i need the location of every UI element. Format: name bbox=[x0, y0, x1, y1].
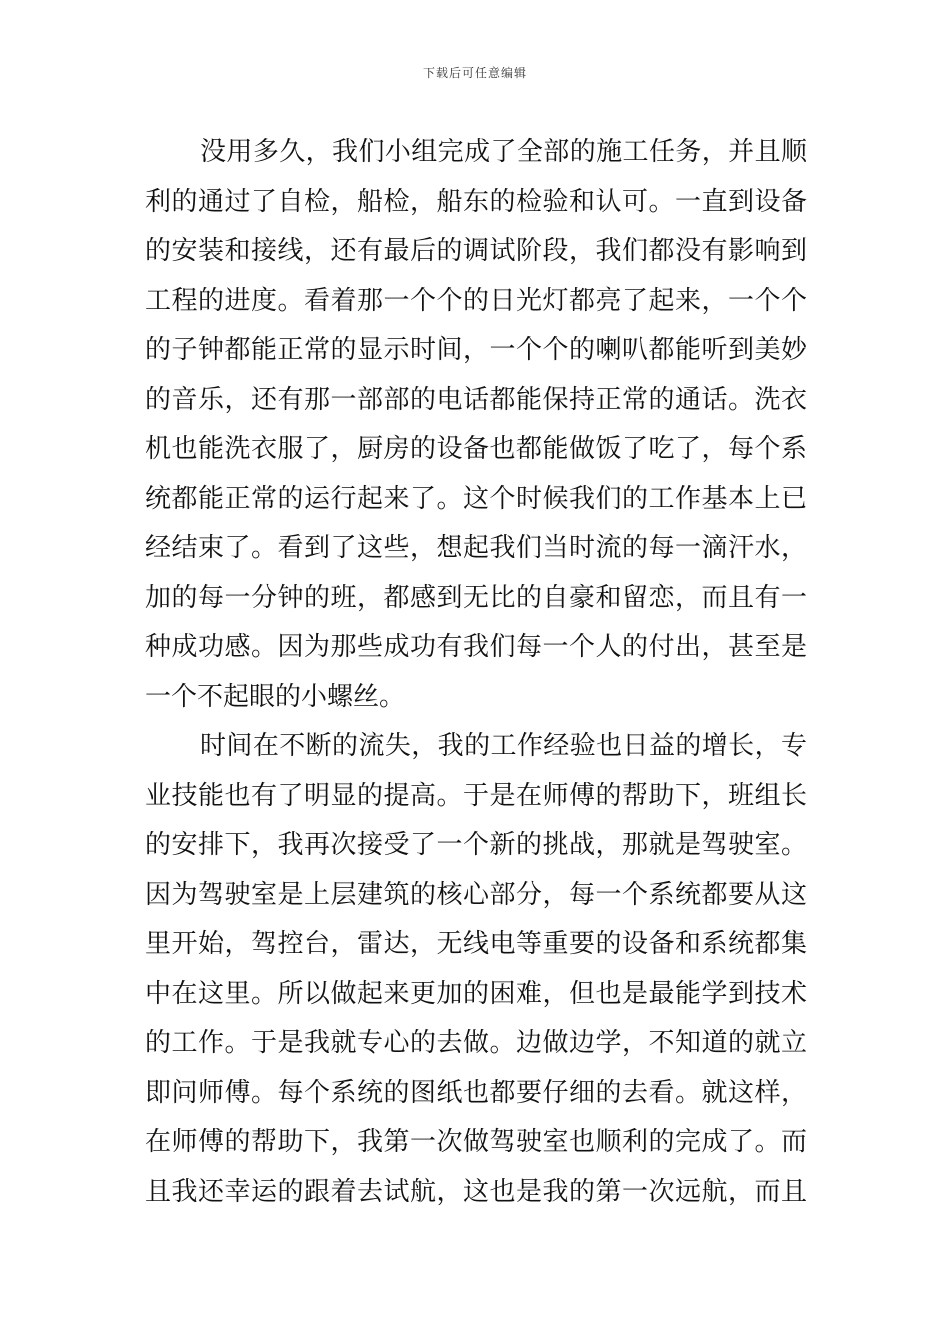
body-text bbox=[145, 128, 807, 1217]
text-line: 种成功感。因为那些成功有我们每一个人的付出，甚至是 bbox=[145, 632, 807, 662]
text-line: 利的通过了自检，船检，船东的检验和认可。一直到设备 bbox=[145, 186, 807, 217]
paragraph-1 bbox=[145, 128, 807, 722]
text-line: 中在这里。所以做起来更加的困难，但也是最能学到技术 bbox=[145, 978, 807, 1009]
text-line: 的安装和接线，还有最后的调试阶段，我们都没有影响到 bbox=[145, 236, 807, 266]
text-line: 的安排下，我再次接受了一个新的挑战，那就是驾驶室。 bbox=[145, 830, 807, 860]
text-line: 一个不起眼的小螺丝。 bbox=[145, 681, 406, 712]
text-line: 且我还幸运的跟着去试航，这也是我的第一次远航，而且 bbox=[145, 1176, 807, 1207]
text-line: 在师傅的帮助下，我第一次做驾驶室也顺利的完成了。而 bbox=[145, 1127, 807, 1157]
text-line: 的子钟都能正常的显示时间，一个个的喇叭都能听到美妙 bbox=[145, 335, 807, 365]
text-line: 的音乐，还有那一部部的电话都能保持正常的通话。洗衣 bbox=[145, 384, 807, 415]
text-line: 统都能正常的运行起来了。这个时候我们的工作基本上已 bbox=[145, 483, 807, 514]
text-line: 因为驾驶室是上层建筑的核心部分，每一个系统都要从这 bbox=[145, 879, 807, 910]
text-line: 机也能洗衣服了，厨房的设备也都能做饭了吃了，每个系 bbox=[145, 434, 807, 464]
text-line: 业技能也有了明显的提高。于是在师傅的帮助下，班组长 bbox=[145, 780, 807, 811]
paragraph-2 bbox=[145, 722, 807, 1217]
text-line: 工程的进度。看着那一个个的日光灯都亮了起来，一个个 bbox=[145, 285, 807, 316]
text-line: 时间在不断的流失，我的工作经验也日益的增长，专 bbox=[200, 731, 807, 761]
text-line: 里开始，驾控台，雷达，无线电等重要的设备和系统都集 bbox=[145, 929, 807, 959]
text-line: 加的每一分钟的班，都感到无比的自豪和留恋，而且有一 bbox=[145, 582, 807, 613]
text-line: 的工作。于是我就专心的去做。边做边学，不知道的就立 bbox=[145, 1028, 807, 1058]
text-line: 即问师傅。每个系统的图纸也都要仔细的去看。就这样， bbox=[145, 1077, 807, 1108]
header-note: 下载后可任意编辑 bbox=[422, 66, 527, 80]
text-line: 经结束了。看到了这些，想起我们当时流的每一滴汗水， bbox=[145, 533, 807, 563]
text-line: 没用多久，我们小组完成了全部的施工任务，并且顺 bbox=[200, 137, 807, 167]
